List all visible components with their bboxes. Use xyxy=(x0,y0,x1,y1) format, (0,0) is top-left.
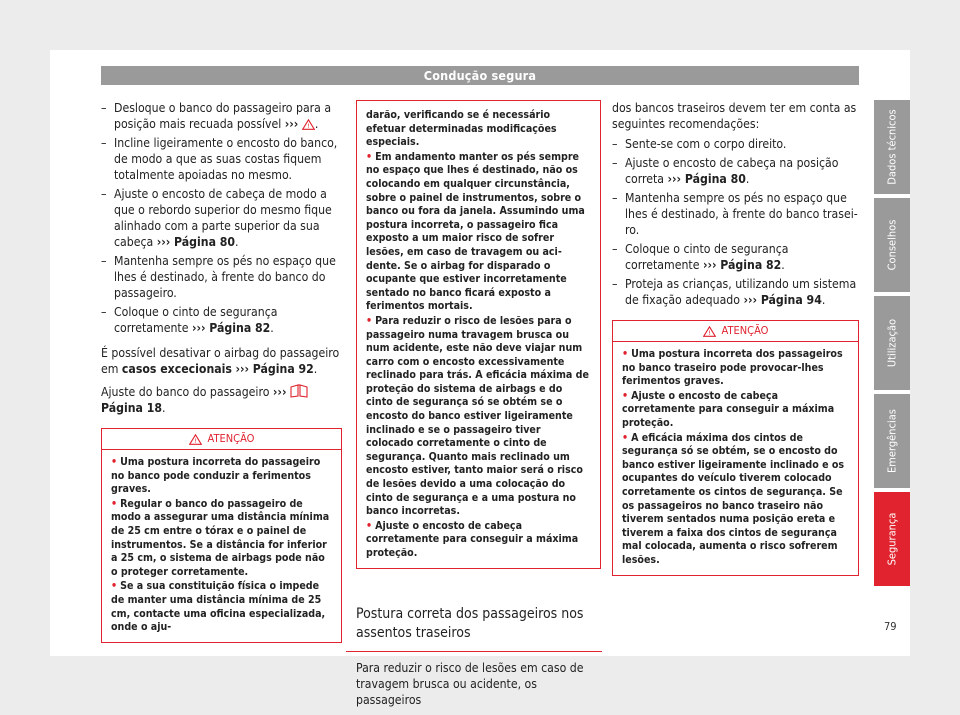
warning-icon xyxy=(703,326,716,337)
tab-utilizacao[interactable]: Utilização xyxy=(874,296,910,390)
list-item: – Mantenha sempre os pés no espaço que lhes é destinado, à frente do banco traseiro. xyxy=(612,191,858,237)
list-item: – Coloque o cinto de segurança corretamente ››› Página 82. xyxy=(101,305,278,335)
warning-icon xyxy=(302,119,315,130)
page-link[interactable]: Página 18 xyxy=(101,401,162,415)
page-link[interactable]: ››› xyxy=(284,117,299,131)
warning-item: darão, verificando se é necessário efetuar determinadas modificações especiais. xyxy=(366,109,557,149)
page-link[interactable]: ››› xyxy=(272,385,287,399)
svg-text:!: ! xyxy=(193,436,197,445)
list-item: – Desloque o banco do passageiro para a posição mais recuada possível ››› ! . xyxy=(101,101,332,131)
warning-item: • Para reduzir o risco de lesões para o passageiro numa travagem brusca ou num acidente, este não deve viajar num carro com o encosto excessivamente reclinado para trás. A eficácia máxima de proteção do sistema de airbags e do cinto de segurança só se obtém se o encosto do banco estiver ligeiramente inclinado e se o passageiro tiver colocado corretamente o cinto de segurança. Quanto mais reclinado um encosto estiver, tanto maior será o risco de lesões devido a uma colocação do cinto de segurança e a uma postura no banco incorretas. xyxy=(366,314,589,518)
warning-item: • Se a sua constituição física o impede de manter uma distância mínima de 25 cm, contacte uma oficina especializada, onde o aju- xyxy=(111,580,326,634)
warning-icon xyxy=(189,434,202,445)
page-link[interactable]: ››› Página 82 xyxy=(191,321,271,335)
tab-dados-tecnicos[interactable]: Dados técnicos xyxy=(874,100,910,194)
list-item: – Proteja as crianças, utilizando um sistema de fixação adequado ››› Página 94. xyxy=(612,277,857,307)
warning-header: ! ATENÇÃO xyxy=(613,321,858,342)
warning-item: • Ajuste o encosto de cabeça corretamente para conseguir a máxima proteção. xyxy=(366,519,579,559)
svg-text:!: ! xyxy=(307,122,310,130)
svg-text:!: ! xyxy=(707,328,711,337)
section-title: Postura correta dos passageiros nos assentos traseiros xyxy=(346,597,602,652)
paragraph: dos bancos traseiros devem ter em conta as seguintes recomendações: xyxy=(612,101,857,131)
column-2 xyxy=(356,100,601,715)
warning-box xyxy=(101,428,342,643)
column-1 xyxy=(101,100,342,643)
warning-item: • Uma postura incorreta do passageiro no banco pode conduzir a ferimentos graves. xyxy=(111,456,321,496)
tab-emergencias[interactable]: Emergências xyxy=(874,394,910,488)
book-icon xyxy=(290,384,308,398)
warning-box-continued xyxy=(356,100,601,569)
warning-box xyxy=(612,320,859,576)
tab-seguranca[interactable]: Segurança xyxy=(874,492,910,586)
page-link[interactable]: ››› Página 80 xyxy=(667,172,746,186)
list-item: – Coloque o cinto de segurança corretamente ››› Página 82. xyxy=(612,242,789,272)
page-link[interactable]: ››› Página 82 xyxy=(702,258,782,272)
list-item: – Incline ligeiramente o encosto do banco, de modo a que as suas costas fiquem totalmente apoiadas no mesmo. xyxy=(101,136,338,182)
page-link[interactable]: ››› Página 80 xyxy=(156,235,236,249)
warning-item: • Em andamento manter os pés sempre no espaço que lhes é destinado, não os colocando em qualquer circunstância, sobre o painel de instrumentos, sobre o banco ou fora da janela. Assumindo uma postura incorreta, o passageiro fica exposto a um maior risco de sofrer lesões, em caso de travagem ou acidente. Se o airbag for disparado o ocupante que estiver incorretamente sentado no banco ficará exposto a ferimentos mortais. xyxy=(366,150,585,313)
warning-item: • Regular o banco do passageiro de modo a assegurar uma distância mínima de 25 cm entre o tórax e o painel de instrumentos. Se a distância for inferior a 25 cm, o sistema de airbags pode não o proteger corretamente. xyxy=(111,497,330,578)
page-link[interactable]: ››› Página 92 xyxy=(235,362,314,376)
column-3 xyxy=(612,100,859,576)
page-header: Condução segura xyxy=(101,66,859,85)
list-item: – Ajuste o encosto de cabeça de modo a que o rebordo superior do mesmo fique alinhado com a parte superior da sua cabeça ››› Página 80. xyxy=(101,187,332,249)
warning-item: • Ajuste o encosto de cabeça corretamente para conseguir a máxima proteção. xyxy=(622,389,835,429)
list-item: – Mantenha sempre os pés no espaço que lhes é destinado, à frente do banco do passageiro. xyxy=(101,254,336,300)
list-item: – Ajuste o encosto de cabeça na posição correta ››› Página 80. xyxy=(612,156,839,186)
paragraph: Para reduzir o risco de lesões em caso de travagem brusca ou acidente, os passageiros xyxy=(356,660,584,707)
warning-item: • A eficácia máxima dos cintos de segurança só se obtém, se o encosto do banco estiver ligeiramente inclinado e os ocupantes do veículo tiverem colocado corretamente os cintos de segurança. Se os passageiros no banco traseiro não tiverem sentados numa posição ereta e tiverem a faixa dos cintos de segurança mal colocada, aumenta o risco sofrerem lesões. xyxy=(622,431,845,566)
tab-conselhos[interactable]: Conselhos xyxy=(874,198,910,292)
warning-header: ! ATENÇÃO xyxy=(102,429,341,450)
page-number: 79 xyxy=(884,620,897,633)
paragraph: Ajuste do banco do passageiro ››› Página 18. xyxy=(101,384,342,416)
page-link[interactable]: ››› Página 94 xyxy=(743,293,822,307)
list-item: – Sente-se com o corpo direito. xyxy=(612,137,787,151)
paragraph: É possível desativar o airbag do passageiro em casos excecionais ››› Página 92. xyxy=(101,346,340,376)
warning-item: • Uma postura incorreta dos passageiros no banco traseiro pode provocar-lhes ferimentos graves. xyxy=(622,348,843,388)
